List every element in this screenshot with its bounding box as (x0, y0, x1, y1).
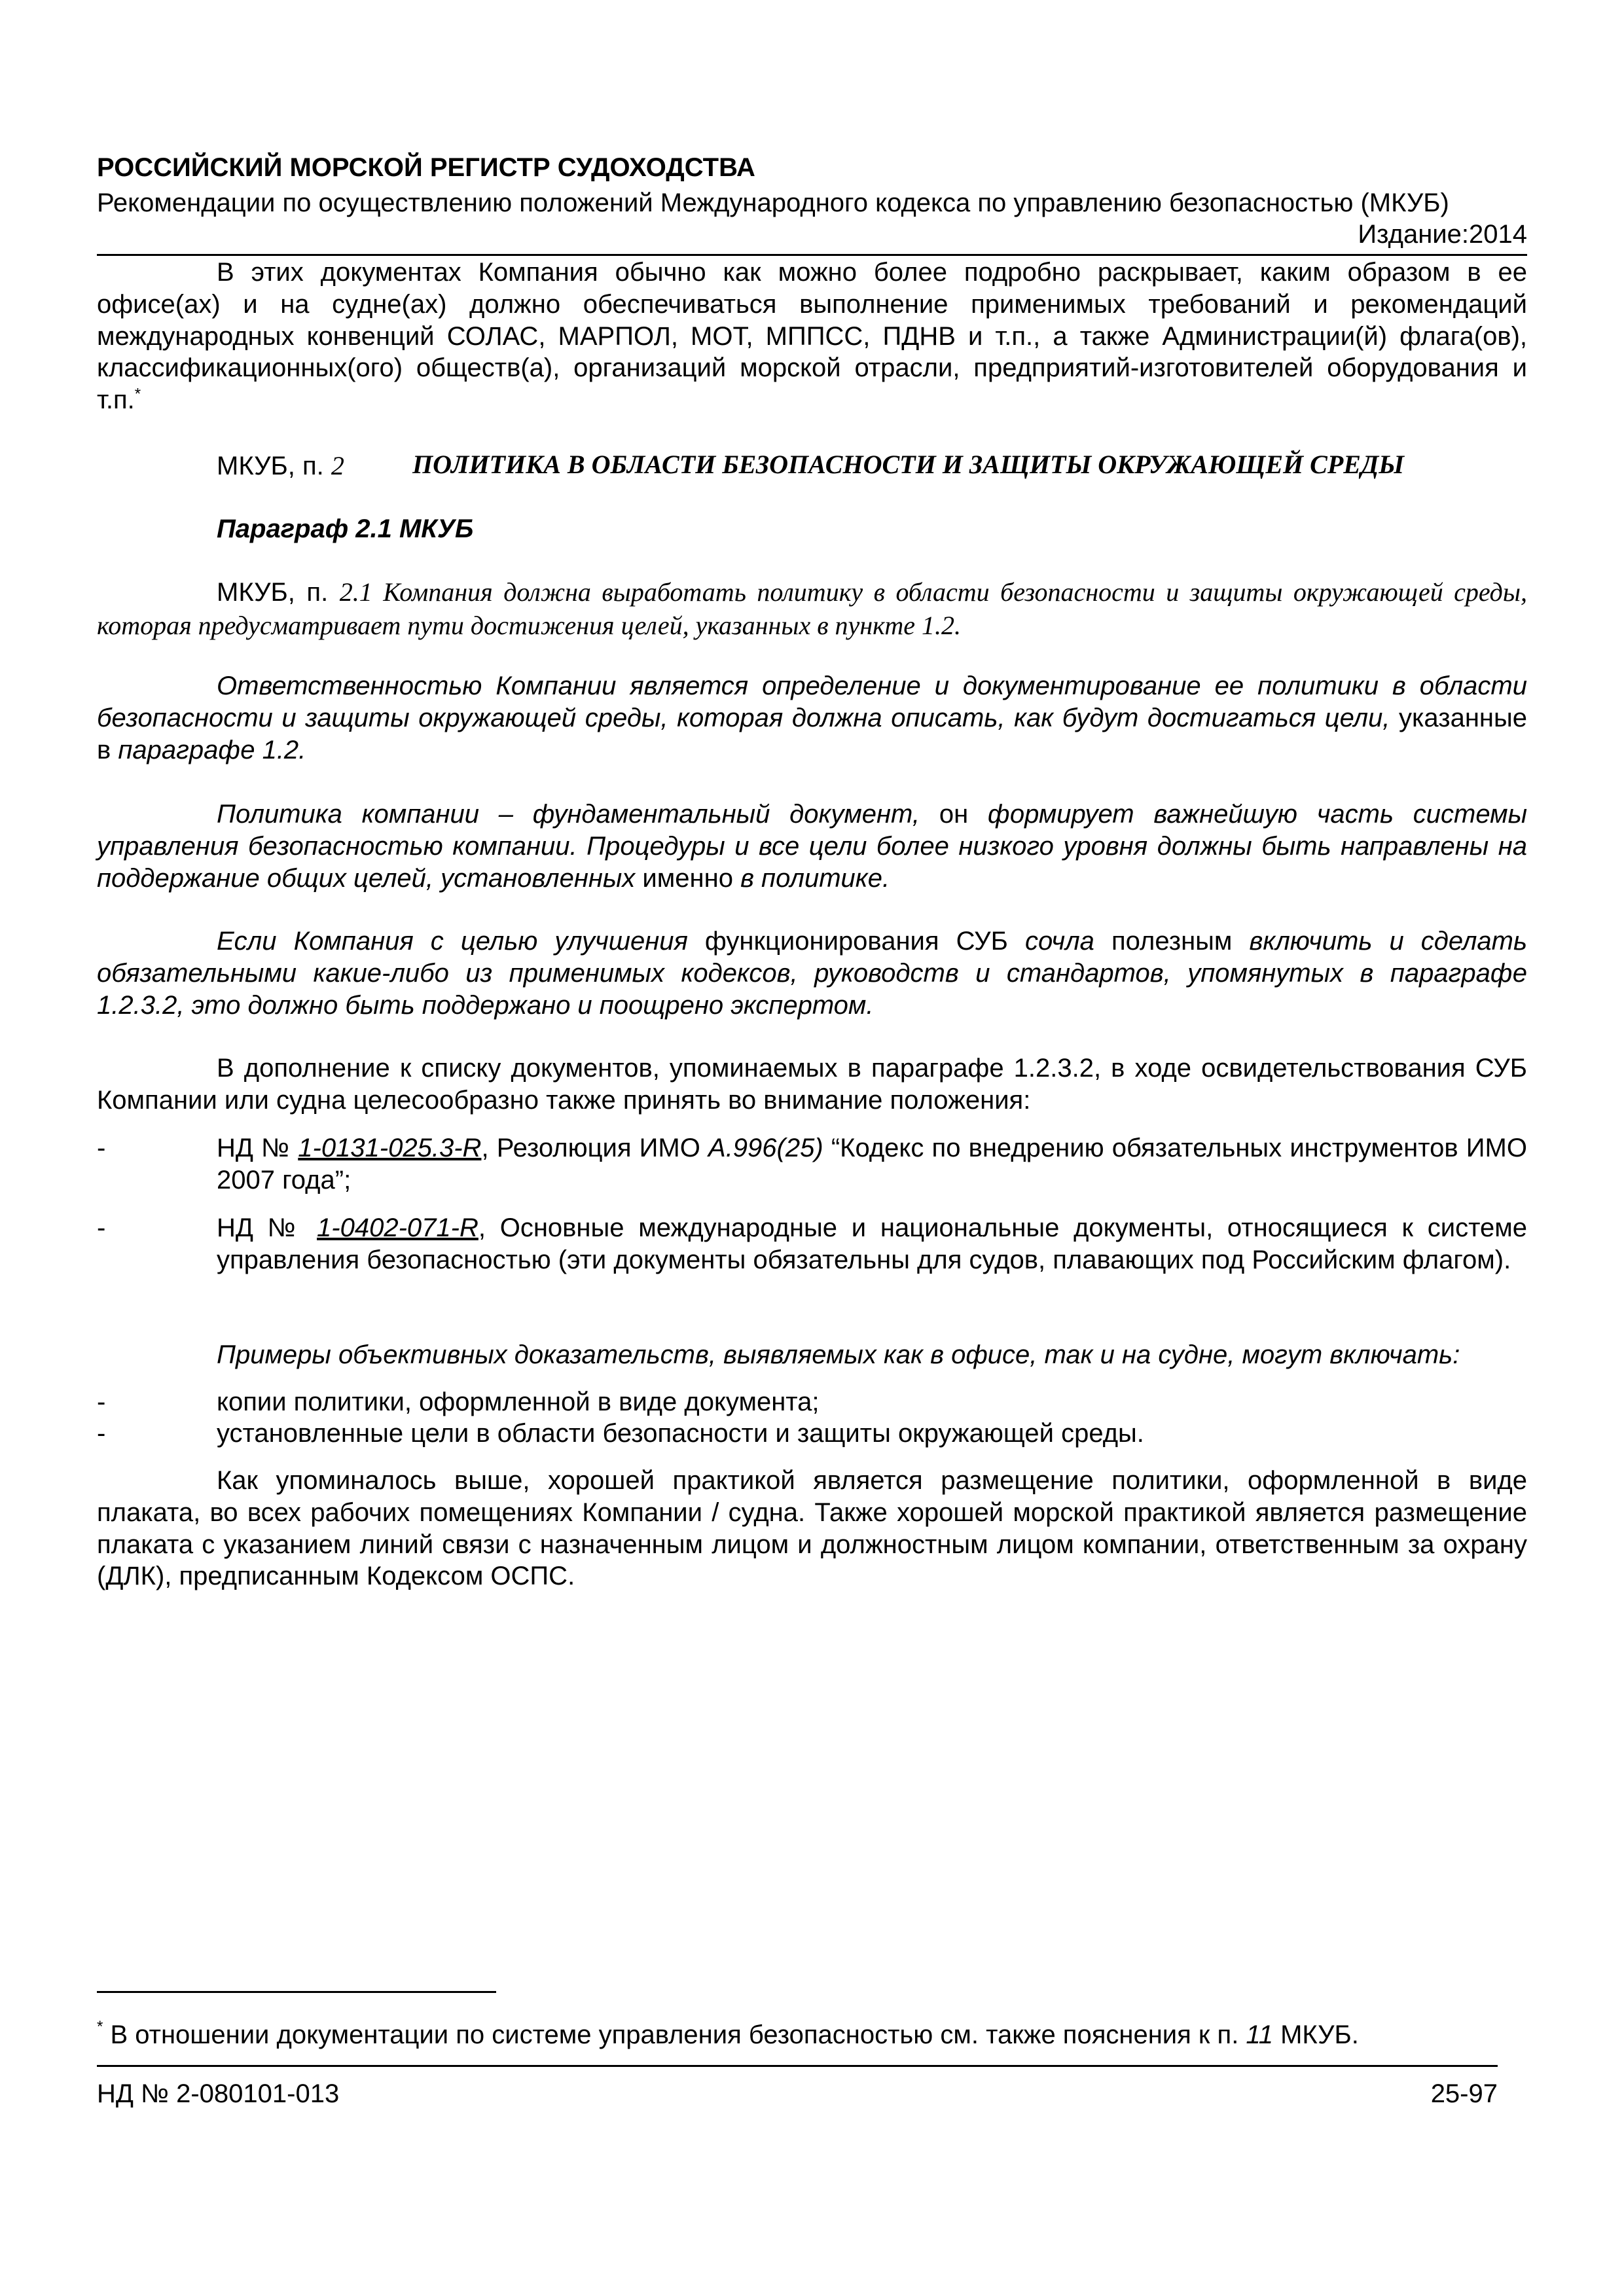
codes-paragraph (97, 925, 1527, 1021)
edition-label: Издание:2014 (1358, 220, 1527, 249)
clause-prefix: МКУБ, п. (217, 578, 340, 607)
examples-heading: Примеры объективных доказательств, выявляемых как в офисе, так и на судне, могут включать: (217, 1340, 1460, 1369)
list-item-text (217, 1212, 1527, 1276)
section-number: 2 (331, 451, 344, 480)
text-span: A.996(25) (708, 1134, 823, 1162)
intro-paragraph-text: В этих документах Компания обычно как можно более подробно раскрывает, каким образом в ее офисе(ах) и на судне(ах) должно обеспечиваться выполнение применимых требований и рекомендаций международных конвенций СОЛАС, МАРПОЛ, МОТ, МППСС, ПДНВ и т.п., а также Администрации(й) флага(ов), классификационных(ого) обществ(а), организаций морской отрасли, предприятий-изготовителей оборудования и т.п. (97, 258, 1527, 415)
document-subtitle: Рекомендации по осуществлению положений Международного кодекса по управлению безопасностью (МКУБ) (97, 188, 1449, 217)
list-dash: - (97, 1419, 106, 1448)
text-span: Ответственностью Компании является определение и документирование ее политики в области безопасности и защиты окружающей среды, которая должна описать, как будут достигаться цели, (97, 672, 1527, 732)
page-number: 25-97 (1430, 2079, 1498, 2108)
list-item (97, 1418, 1527, 1450)
list-dash: - (97, 1134, 106, 1162)
document-number: НД № 2-080101-013 (97, 2079, 340, 2108)
text-span: сочла (1024, 927, 1094, 956)
list-dash: - (97, 1388, 106, 1416)
document-link[interactable]: 1-0402-071-R (317, 1213, 478, 1242)
policy-paragraph (97, 798, 1527, 894)
section-prefix: МКУБ, п. (217, 452, 331, 480)
clause-2-1 (97, 576, 1527, 642)
text-span: , Резолюция ИМО (481, 1134, 709, 1162)
text-span: “Кодекс по внедрению обязательных инструментов ИМО 2007 года”; (217, 1134, 1527, 1194)
poster-paragraph: Как упоминалось выше, хорошей практикой является размещение политики, оформленной в виде плаката, во всех рабочих помещениях Компании / судна. Также хорошей морской практикой является размещение плаката с указанием линий связи с назначенным лицом и должностным лицом компании, ответственным за охрану (ДЛК), предписанным Кодексом ОСПС. (97, 1466, 1527, 1591)
text-span: параграфе 1.2. (118, 735, 306, 764)
list-dash: - (97, 1213, 106, 1242)
list-item-text (217, 1132, 1527, 1196)
additional-docs-paragraph: В дополнение к списку документов, упоминаемых в параграфе 1.2.3.2, в ходе освидетельствования СУБ Компании или судна целесообразно также принять во внимание положения: (97, 1054, 1527, 1115)
text-span: полезным (1094, 927, 1250, 956)
footnote-reference[interactable]: * (134, 385, 141, 403)
text-span: В отношении документации по системе управления безопасностью см. также пояснения к п. (103, 2020, 1246, 2049)
text-span: 11 (1246, 2020, 1273, 2049)
text-span: НД № (217, 1213, 317, 1242)
list-item-text: установленные цели в области безопасности и защиты окружающей среды. (217, 1419, 1144, 1448)
text-span: МКУБ. (1272, 2020, 1359, 2049)
document-link[interactable]: 1-0131-025.3-R (298, 1134, 482, 1162)
footnote-divider (97, 1991, 496, 1993)
list-item (97, 1386, 1527, 1418)
text-span: , Основные международные и национальные документы, относящиеся к системе управления безопасностью (эти документы обязательны для судов, плавающих под Российским флагом). (217, 1213, 1527, 1274)
text-span: Если Компания с целью улучшения (217, 927, 688, 956)
text-span: формирует важнейшую часть системы управления безопасностью компании. Процедуры и все цели более низкого уровня должны быть направлены на поддержание общих целей, установленных (97, 800, 1528, 893)
clause-text: 2.1 Компания должна выработать политику в области безопасности и защиты окружающей среды, которая предусматривает пути достижения целей, указанных в пункте 1.2. (97, 577, 1527, 640)
paragraph-heading: Параграф 2.1 МКУБ (217, 514, 474, 543)
text-span: Политика компании – фундаментальный документ, (217, 800, 920, 829)
text-span: функционирования СУБ (687, 927, 1025, 956)
footnote-mark: * (97, 2018, 103, 2036)
footnote (97, 2017, 1359, 2051)
list-item-text: копии политики, оформленной в виде документа; (217, 1388, 820, 1416)
section-title: ПОЛИТИКА В ОБЛАСТИ БЕЗОПАСНОСТИ И ЗАЩИТЫ ОКРУЖАЮЩЕЙ СРЕДЫ (412, 450, 1405, 479)
intro-paragraph (97, 257, 1527, 416)
list-item (97, 1132, 1527, 1196)
text-span: он (920, 800, 988, 829)
text-span: указанные в (97, 703, 1527, 764)
responsibility-paragraph (97, 670, 1527, 766)
section-heading (217, 450, 344, 482)
text-span: в политике. (740, 863, 890, 893)
list-item (97, 1212, 1527, 1276)
text-span: именно (635, 863, 741, 893)
text-span: включить и сделать обязательными какие-либо из применимых кодексов, руководств и стандартов, упомянутых в параграфе 1.2.3.2, это должно быть поддержано и поощрено экспертом. (97, 927, 1527, 1020)
header-divider (97, 254, 1527, 256)
footer-divider (97, 2065, 1498, 2067)
document-org-title: РОССИЙСКИЙ МОРСКОЙ РЕГИСТР СУДОХОДСТВА (97, 153, 755, 182)
text-span: НД № (217, 1134, 298, 1162)
